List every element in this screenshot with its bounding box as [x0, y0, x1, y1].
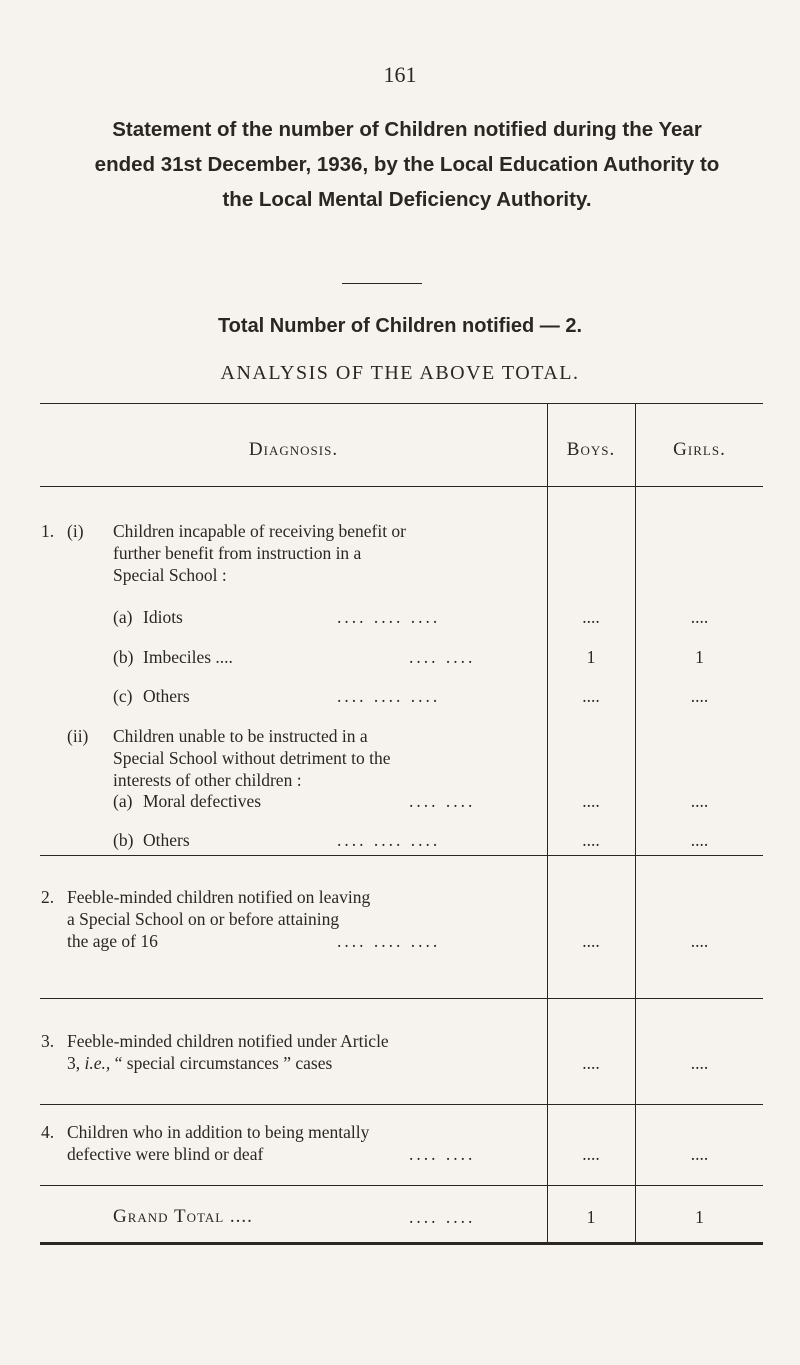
diagnosis-text: a Special School on or before attaining: [67, 909, 340, 929]
section-number: 4.: [41, 1122, 55, 1142]
item-label: (a): [113, 607, 133, 627]
item-text: Others: [143, 686, 190, 706]
leader-dots: .... .... ....: [337, 830, 441, 850]
total-children-notified: Total Number of Children notified — 2.: [217, 315, 583, 337]
ie-abbrev: i.e.,: [84, 1053, 111, 1073]
divider: [342, 283, 422, 284]
section-number: 2.: [41, 887, 55, 907]
section-rule: [40, 998, 763, 999]
special-circumstances: “ special circumstances ” cases: [110, 1053, 333, 1073]
girls-value: ....: [690, 686, 709, 706]
article-number: 3,: [67, 1053, 85, 1073]
girls-value: ....: [690, 931, 709, 951]
item-label: (b): [113, 647, 134, 667]
boys-value: ....: [582, 1144, 600, 1164]
leader-dots: .... .... ....: [337, 686, 441, 706]
leader-dots: .... .... ....: [337, 607, 441, 627]
boys-value: ....: [582, 791, 600, 811]
diagnosis-text: Special School :: [113, 565, 227, 585]
statement-heading: Statement of the number of Children notified during the Year ended 31st December, 1936, by the Local Education Authority to the Local Mental Deficiency Authority.: [94, 118, 720, 211]
girls-value: ....: [690, 830, 709, 850]
diagnosis-text: Children unable to be instructed in a: [113, 726, 368, 746]
diagnosis-text: the age of 16: [67, 931, 158, 951]
analysis-table: [40, 403, 763, 1245]
section-number: 1.: [41, 521, 55, 541]
section-rule: [40, 1104, 763, 1105]
diagnosis-text: Feeble-minded children notified on leaving: [67, 887, 371, 907]
item-label: (b): [113, 830, 134, 850]
leader-dots: .... ....: [409, 1207, 476, 1227]
page-number: 161: [383, 62, 417, 87]
section-rule: [40, 1185, 763, 1186]
item-label: (c): [113, 686, 133, 706]
sub-label: (i): [67, 521, 84, 541]
boys-value: ....: [582, 607, 600, 627]
section-rule: [40, 855, 763, 856]
leader-dots: .... ....: [409, 1144, 476, 1164]
sub-label: (ii): [67, 726, 89, 746]
grand-total-label: Grand Total ....: [113, 1206, 253, 1227]
diagnosis-text: interests of other children :: [113, 770, 302, 790]
diagnosis-text: Children incapable of receiving benefit or: [113, 521, 407, 541]
leader-dots: .... ....: [409, 647, 476, 667]
item-label: (a): [113, 791, 133, 811]
diagnosis-text: Feeble-minded children notified under Article: [67, 1031, 389, 1051]
header-rule: [40, 486, 763, 487]
diagnosis-text: [67, 1052, 332, 1074]
item-text: Others: [143, 830, 190, 850]
header-girls: Girls.: [673, 439, 726, 460]
analysis-title: ANALYSIS OF THE ABOVE TOTAL.: [220, 362, 580, 384]
grand-total-boys: 1: [586, 1207, 596, 1227]
leader-dots: .... ....: [409, 791, 476, 811]
header-diagnosis: Diagnosis.: [248, 439, 339, 460]
girls-value: ....: [690, 791, 709, 811]
girls-value: ....: [690, 1144, 709, 1164]
table-bottom-rule: [40, 1242, 763, 1245]
section-number: 3.: [41, 1031, 55, 1051]
item-text: Moral defectives: [143, 791, 262, 811]
girls-value: ....: [690, 1053, 709, 1073]
boys-value: ....: [582, 931, 600, 951]
diagnosis-text: Special School without detriment to the: [113, 748, 391, 768]
diagnosis-text: further benefit from instruction in a: [113, 543, 362, 563]
grand-total-girls: 1: [695, 1207, 704, 1227]
boys-value: ....: [582, 830, 600, 850]
boys-value: 1: [586, 647, 596, 667]
item-text: Idiots: [143, 607, 183, 627]
diagnosis-text: defective were blind or deaf: [67, 1144, 264, 1164]
table-top-rule: [40, 403, 763, 404]
boys-value: ....: [582, 686, 600, 706]
girls-value: ....: [690, 607, 709, 627]
column-divider: [547, 403, 548, 1245]
diagnosis-text: Children who in addition to being mentally: [67, 1122, 370, 1142]
header-boys: Boys.: [566, 439, 616, 460]
girls-value: 1: [695, 647, 704, 667]
leader-dots: .... .... ....: [337, 931, 441, 951]
column-divider: [635, 403, 636, 1245]
boys-value: ....: [582, 1053, 600, 1073]
item-text: Imbeciles ....: [143, 647, 233, 667]
